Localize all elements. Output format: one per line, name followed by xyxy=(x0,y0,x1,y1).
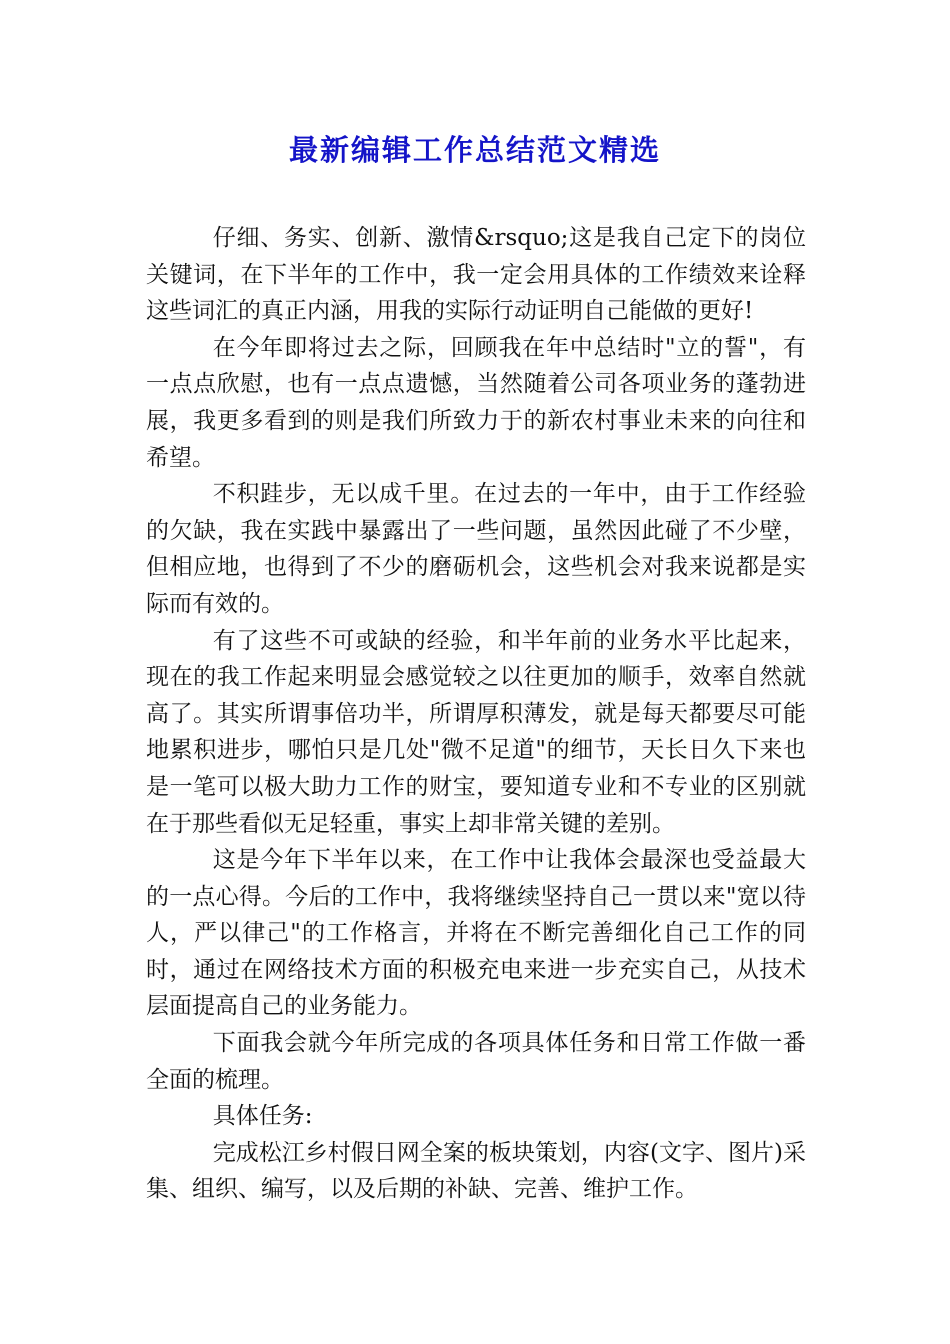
paragraph-3: 不积跬步，无以成千里。在过去的一年中，由于工作经验的欠缺，我在实践中暴露出了一些问题，虽然因此碰了不少壁，但相应地，也得到了不少的磨砺机会，这些机会对我来说都是实际而有效的。 xyxy=(146,481,806,617)
document-title: 最新编辑工作总结范文精选 xyxy=(288,133,661,167)
paragraph-4: 有了这些不可或缺的经验，和半年前的业务水平比起来，现在的我工作起来明显会感觉较之以往更加的顺手，效率自然就高了。其实所谓事倍功半，所谓厚积薄发，就是每天都要尽可能地累积进步，哪怕只是几处"微不足道"的细节，天长日久下来也是一笔可以极大助力工作的财宝，要知道专业和不专业的区别就在于那些看似无足轻重，事实上却非常关键的差别。 xyxy=(146,627,806,837)
paragraph-6: 下面我会就今年所完成的各项具体任务和日常工作做一番全面的梳理。 xyxy=(146,1030,806,1093)
paragraph-1: 仔细、务实、创新、激情&rsquo;这是我自己定下的岗位关键词，在下半年的工作中，我一定会用具体的工作绩效来诠释这些词汇的真正内涵，用我的实际行动证明自己能做的更好! xyxy=(146,225,806,325)
paragraph-7: 具体任务: xyxy=(212,1103,313,1130)
paragraph-2: 在今年即将过去之际，回顾我在年中总结时"立的誓"，有一点点欣慰，也有一点点遗憾，当然随着公司各项业务的蓬勃进展，我更多看到的则是我们所致力于的新农村事业未来的向往和希望。 xyxy=(146,334,806,471)
paragraph-8: 完成松江乡村假日网全案的板块策划，内容(文字、图片)采集、组织、编写，以及后期的补缺、完善、维护工作。 xyxy=(146,1139,806,1203)
document-body xyxy=(146,220,806,1208)
paragraph-5: 这是今年下半年以来，在工作中让我体会最深也受益最大的一点心得。今后的工作中，我将继续坚持自己一贯以来"宽以待人，严以律己"的工作格言，并将在不断完善细化自己工作的同时，通过在网络技术方面的积极充电来进一步充实自己，从技术层面提高自己的业务能力。 xyxy=(146,847,806,1020)
